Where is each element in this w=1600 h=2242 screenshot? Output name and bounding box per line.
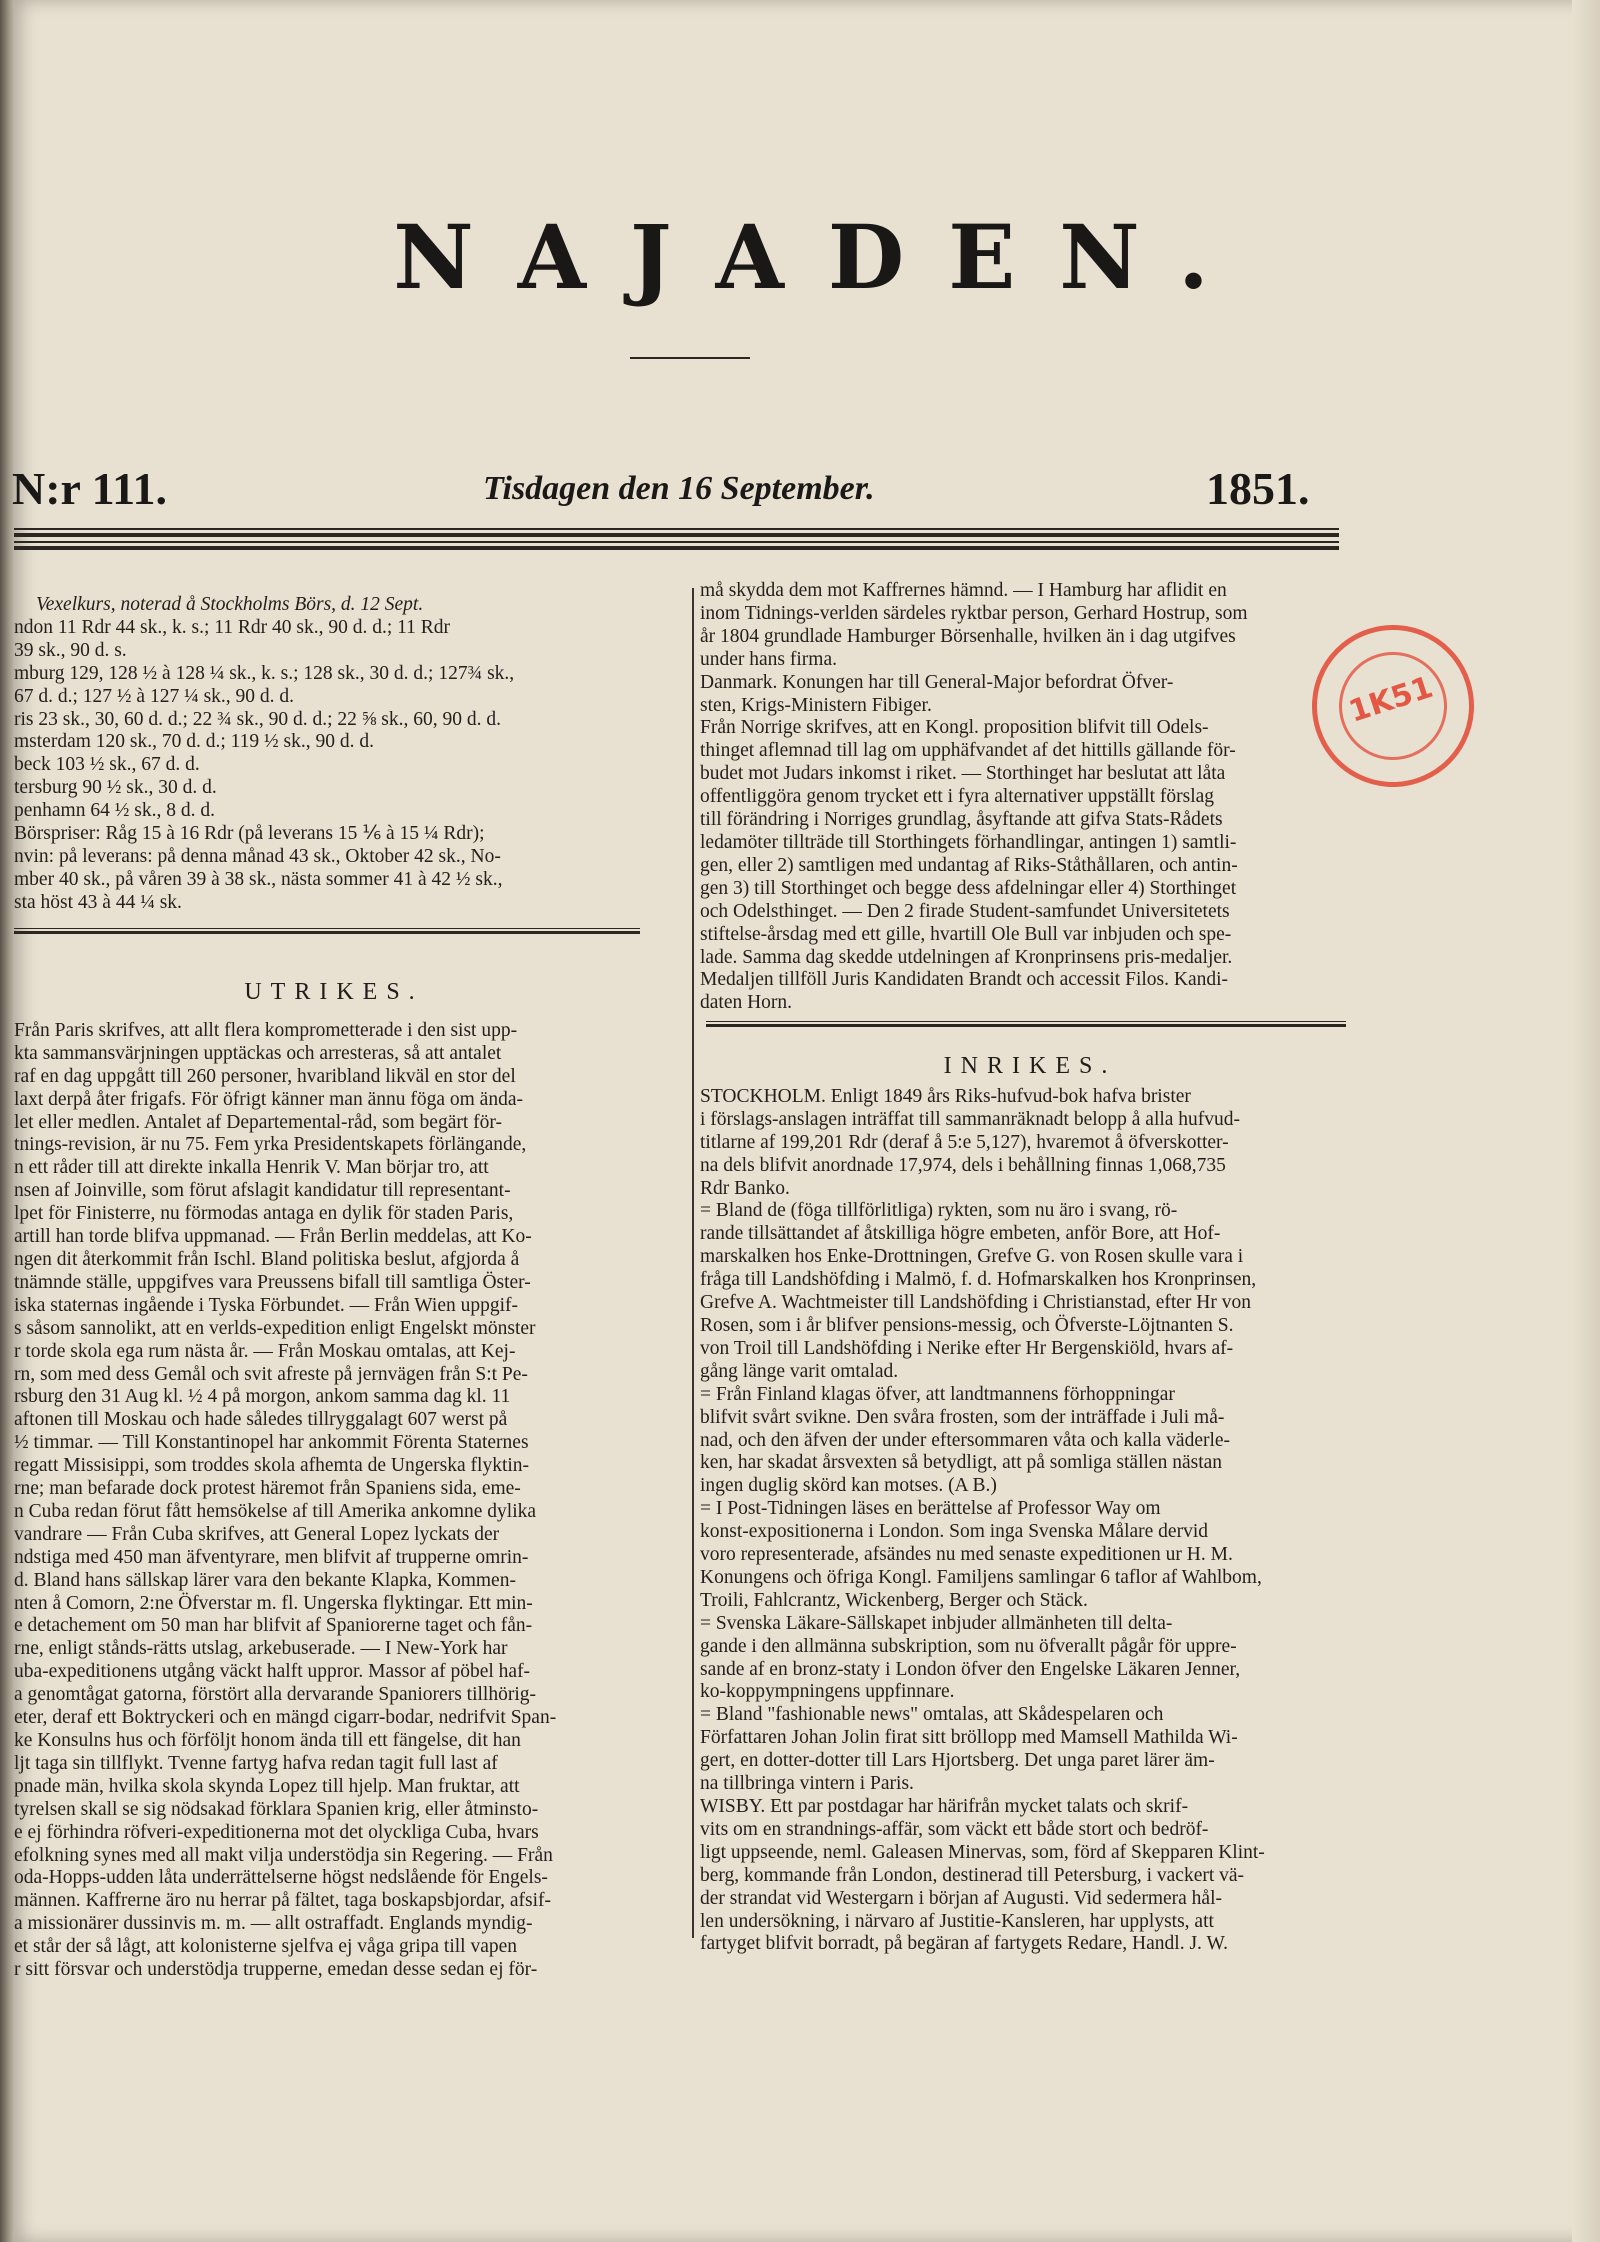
- book-binding: [0, 0, 14, 2242]
- text-line: Författaren Johan Jolin firat sitt bröllopp med Mamsell Mathilda Wi-: [700, 1727, 1238, 1749]
- stamp-text: 1K51: [1344, 669, 1438, 730]
- text-line: = Bland de (föga tillförlitliga) rykten, som nu äro i svang, rö-: [700, 1200, 1178, 1222]
- text-line: = Svenska Läkare-Sällskapet inbjuder allmänheten till delta-: [700, 1612, 1173, 1634]
- text-line: Danmark. Konungen har till General-Major befordrat Öfver-: [700, 671, 1174, 693]
- text-line: titlarne af 199,201 Rdr (deraf å 5:e 5,127), hvaremot å öfverskotter-: [700, 1131, 1229, 1153]
- text-line: daten Horn.: [700, 992, 793, 1014]
- text-line: iska staternas ingående i Tyska Förbundet. — Från Wien uppgif-: [14, 1294, 519, 1316]
- exchange-lines: [14, 617, 654, 915]
- text-line: oda-Hopps-udden låta underrättelserne högst nedslående för Engels-: [14, 1867, 548, 1889]
- issue-number: N:r 111.: [12, 463, 168, 514]
- text-line: ljt taga sin tillflykt. Tvenne fartyg hafva redan tagit full last af: [14, 1752, 498, 1774]
- utrikes-heading: UTRIKES.: [244, 979, 424, 1005]
- text-line: aftonen till Moskau och hade således tillryggalagt 607 werst på: [14, 1409, 508, 1431]
- exchange-line: 39 sk., 90 d. s.: [14, 639, 127, 661]
- text-line: under hans firma.: [700, 648, 837, 670]
- text-line: lpet för Finisterre, nu förmodas antaga en dylik för staden Paris,: [14, 1203, 514, 1225]
- text-line: gen 3) till Storthinget och begge dess afdelningar eller 4) Storthinget: [700, 877, 1237, 899]
- text-line: vits om en strandnings-affär, som väckt ett både stort och bedröf-: [700, 1818, 1209, 1840]
- text-line: gång länge varit omtalad.: [700, 1360, 899, 1382]
- text-line: regatt Missisippi, som troddes skola afhemta de Ungerska flyktin-: [14, 1455, 530, 1477]
- text-line: nsen af Joinville, som förut afslagit kandidatur till representant-: [14, 1180, 511, 1202]
- text-line: ingen duglig skörd kan motses. (A B.): [700, 1475, 997, 1497]
- masthead-title: NAJADEN.: [393, 205, 1253, 309]
- exchange-line: mburg 129, 128 ½ à 128 ¼ sk., k. s.; 128 sk., 30 d. d.; 127¾ sk.,: [14, 662, 515, 684]
- text-line: raf en dag uppgått till 260 personer, hvaribland likväl en stor del: [14, 1065, 516, 1087]
- text-line: e ej förhindra röfveri-expeditionerna mot det olyckliga Cuba, hvars: [14, 1821, 539, 1843]
- text-line: ke Konsulns hus och förföljt honom ända till ett fängelse, dit han: [14, 1730, 521, 1751]
- text-line: offentliggöra genom trycket ett i fyra alternativer uppställt förslag: [700, 786, 1215, 808]
- text-line: rande tillsättandet af åtskilliga högre embeten, anför Bore, att Hof-: [700, 1223, 1221, 1245]
- text-line: et står der så lågt, att kolonisterne sjelfva ej våga gripa till vapen: [14, 1936, 518, 1958]
- text-line: STOCKHOLM. Enligt 1849 års Riks-hufvud-bok hafva brister: [700, 1085, 1191, 1107]
- exchange-line: 67 d. d.; 127 ½ à 127 ¼ sk., 90 d. d.: [14, 685, 295, 707]
- text-line: sande af en bronz-staty i London öfver den Engelske Läkaren Jenner,: [700, 1658, 1241, 1680]
- text-line: = Från Finland klagas öfver, att landtmannens förhoppningar: [700, 1383, 1175, 1405]
- text-line: len undersökning, i närvaro af Justitie-Kansleren, har upplysts, att: [700, 1910, 1214, 1932]
- text-line: Rdr Banko.: [700, 1177, 790, 1199]
- text-line: stiftelse-årsdag med ett gille, hvartill Ole Bull var inbjuden och spe-: [700, 923, 1232, 945]
- page-edge: [1572, 0, 1600, 2242]
- exchange-line: sta höst 43 à 44 ¼ sk.: [14, 891, 182, 913]
- masthead-rule: [630, 357, 750, 359]
- text-line: na dels blifvit anordnade 17,974, dels i behållning finnas 1,068,735: [700, 1154, 1226, 1176]
- text-line: ½ timmar. — Till Konstantinopel har ankommit Förenta Staternes: [14, 1432, 529, 1454]
- text-line: d. Bland hans sällskap lärer vara den bekante Klapka, Kommen-: [14, 1569, 516, 1591]
- inrikes-section: [700, 1055, 1360, 1956]
- text-line: blifvit svårt svikne. Den svåra frosten, som der inträffade i Juli må-: [700, 1406, 1225, 1428]
- text-line: r sitt försvar och understödja trupperne, emedan desse sedan ej för-: [14, 1959, 538, 1981]
- text-line: tyrelsen skall se sig nödsakad förklara Spanien krig, eller åtminsto-: [14, 1798, 539, 1820]
- text-line: pnade män, hvilka skola skynda Lopez till hjelp. Man fruktar, att: [14, 1775, 520, 1797]
- text-line: gen, eller 2) samtligen med undantag af Riks-Ståthållaren, och antin-: [700, 854, 1238, 876]
- text-line: tnämnde ställe, uppgifves vara Preussens bifall till samtliga Öster-: [14, 1271, 531, 1293]
- text-line: budet mot Judars inkomst i riket. — Storthinget har beslutat att låta: [700, 763, 1226, 785]
- text-line: tnings-revision, är nu 75. Fem yrka Presidentskapets förlängande,: [14, 1134, 527, 1156]
- foreign-news-continued: [700, 580, 1360, 1015]
- issue-year: 1851.: [1206, 463, 1310, 514]
- inrikes-text: [700, 1086, 1360, 1956]
- left-section-rule: [14, 928, 640, 934]
- text-line: rn, som med dess Gemål och svit afreste på jernvägen från S:t Pe-: [14, 1363, 528, 1385]
- text-line: år 1804 grundlade Hamburger Börsenhalle, hvilken än i dag utgifves: [700, 625, 1236, 647]
- text-line: = I Post-Tidningen läses en berättelse af Professor Way om: [700, 1498, 1161, 1520]
- text-line: lade. Samma dag skedde utdelningen af Kronprinsens pris-medaljer.: [700, 946, 1233, 968]
- text-line: marskalken hos Enke-Drottningen, Grefve G. von Rosen skulle vara i: [700, 1246, 1244, 1268]
- text-line: rsburg den 31 Aug kl. ½ 4 på morgon, ankom samma dag kl. 11: [14, 1386, 511, 1408]
- text-line: ledamöter tillträde till Storthingets förhandlingar, antingen 1) samtli-: [700, 831, 1237, 853]
- text-line: der strandat vid Westergarn i början af Augusti. Vid sedermera hål-: [700, 1887, 1222, 1909]
- issue-date: Tisdagen den 16 September.: [483, 470, 875, 507]
- exchange-line: msterdam 120 sk., 70 d. d.; 119 ½ sk., 90 d. d.: [14, 731, 375, 753]
- text-line: i förslags-anslagen inträffat till sammanräknadt belopp å alla hufvud-: [700, 1108, 1241, 1130]
- text-line: Troili, Fahlcrantz, Wickenberg, Berger och Stäck.: [700, 1589, 1088, 1611]
- text-line: ngen dit återkommit från Ischl. Bland politiska beslut, afgjorda å: [14, 1248, 520, 1270]
- text-line: na tillbringa vintern i Paris.: [700, 1773, 914, 1795]
- text-line: n ett råder till att direkte inkalla Henrik V. Man börjar tro, att: [14, 1157, 489, 1179]
- right-section-rule: [706, 1021, 1346, 1027]
- text-line: må skydda dem mot Kaffrernes hämnd. — I Hamburg har aflidit en: [700, 580, 1227, 601]
- issue-line: [0, 462, 1600, 522]
- exchange-heading: Vexelkurs, noterad å Stockholms Börs, d. 12 Sept.: [36, 594, 424, 615]
- text-line: = Bland "fashionable news" omtalas, att Skådespelaren och: [700, 1704, 1164, 1726]
- text-line: Konungens och öfriga Kongl. Familjens samlingar 6 taflor af Wahlbom,: [700, 1566, 1262, 1588]
- exchange-line: tersburg 90 ½ sk., 30 d. d.: [14, 777, 217, 799]
- text-line: eter, deraf ett Boktryckeri och en mängd cigarr-bodar, nedrifvit Span-: [14, 1707, 557, 1729]
- text-line: a missionärer dussinvis m. m. — allt ostraffadt. Englands myndig-: [14, 1913, 533, 1935]
- text-line: sten, Krigs-Ministern Fibiger.: [700, 694, 932, 716]
- text-line: och Odelsthinget. — Den 2 firade Student-samfundet Universitetets: [700, 900, 1230, 922]
- text-line: laxt derpå åter frigafs. För öfrigt känner man ännu föga om ända-: [14, 1088, 523, 1110]
- exchange-line: nvin: på leverans: på denna månad 43 sk., Oktober 42 sk., No-: [14, 845, 501, 867]
- text-line: voro representerade, afsändes nu med senaste expeditionen ur H. M.: [700, 1544, 1233, 1566]
- inrikes-heading: INRIKES.: [943, 1053, 1117, 1079]
- text-line: ligt uppseende, neml. Galeasen Minervas, som, förd af Skepparen Klint-: [700, 1841, 1265, 1863]
- text-line: berg, kommande från London, destinerad till Petersburg, i vackert vä-: [700, 1864, 1245, 1886]
- text-line: fartyget blifvit borradt, på begäran af fartygets Redare, Handl. J. W.: [700, 1933, 1228, 1955]
- text-line: fråga till Landshöfding i Malmö, f. d. Hofmarskalken hos Kronprinsen,: [700, 1269, 1257, 1291]
- text-line: nad, och den äfven der under eftersommaren våta och kalla väderle-: [700, 1429, 1231, 1451]
- exchange-line: mber 40 sk., på våren 39 à 38 sk., nästa sommer 41 à 42 ½ sk.,: [14, 868, 503, 890]
- exchange-line: Börspriser: Råg 15 à 16 Rdr (på leverans 15 ⅙ à 15 ¼ Rdr);: [14, 823, 485, 845]
- exchange-line: ndon 11 Rdr 44 sk., k. s.; 11 Rdr 40 sk., 90 d. d.; 11 Rdr: [14, 616, 451, 638]
- text-line: s såsom sannolikt, att en verlds-expedition enligt Engelskt mönster: [14, 1317, 536, 1339]
- text-line: Från Norrige skrifves, att en Kongl. proposition blifvit till Odels-: [700, 717, 1209, 739]
- text-line: rne; man befarade dock protest häremot från Spaniens sida, eme-: [14, 1478, 521, 1500]
- text-line: Grefve A. Wachtmeister till Landshöfding i Christianstad, efter Hr von: [700, 1292, 1251, 1314]
- utrikes-text: [14, 1020, 654, 1982]
- text-line: artill han torde blifva uppmanad. — Från Berlin meddelas, att Ko-: [14, 1226, 532, 1248]
- text-line: efolkning synes med all makt vilja understödja sin Regering. — Från: [14, 1844, 553, 1866]
- text-line: ko-koppympningens uppfinnare.: [700, 1681, 955, 1703]
- text-line: a genomtågat gatorna, förstört alla dervarande Spaniorers tillhörig-: [14, 1684, 536, 1706]
- utrikes-section: [14, 981, 654, 1982]
- text-line: konst-expositionerna i London. Som inga Svenska Målare dervid: [700, 1521, 1208, 1543]
- text-line: nten å Comorn, 2:ne Öfverstar m. fl. Ungerska flyktingar. Ett min-: [14, 1592, 533, 1614]
- text-line: r torde skola ega rum nästa år. — Från Moskau omtalas, att Kej-: [14, 1340, 516, 1362]
- text-line: rne, enligt stånds-rätts utslag, arkebuserade. — I New-York har: [14, 1638, 508, 1660]
- text-line: ndstiga med 450 man äfventyrare, men blifvit af trupperne omrin-: [14, 1546, 529, 1568]
- text-line: n Cuba redan förut fått hemsökelse af till Amerika ankomne dylika: [14, 1500, 537, 1522]
- header-rule-upper: [14, 528, 1339, 537]
- text-line: WISBY. Ett par postdagar har härifrån mycket talats och skrif-: [700, 1796, 1189, 1817]
- exchange-line: penhamn 64 ½ sk., 8 d. d.: [14, 800, 215, 822]
- text-line: männen. Kaffrerne äro nu herrar på fältet, taga boskapsbjordar, afsif-: [14, 1890, 552, 1912]
- text-line: let eller medlen. Antalet af Departemental-råd, som begärt för-: [14, 1111, 502, 1133]
- text-line: inom Tidnings-verlden särdeles ryktbar person, Gerhard Hostrup, som: [700, 602, 1248, 624]
- text-line: till förändring i Norriges grundlag, åsyftande att gifva Stats-Rådets: [700, 809, 1223, 831]
- exchange-line: ris 23 sk., 30, 60 d. d.; 22 ¾ sk., 90 d. d.; 22 ⅝ sk., 60, 90 d. d.: [14, 708, 501, 730]
- text-line: gande i den allmänna subskription, som nu öfverallt pågår för uppre-: [700, 1635, 1237, 1657]
- column-divider: [692, 588, 694, 1938]
- text-line: ken, har skadat årsvexten så betydligt, att på somliga ställen nästan: [700, 1452, 1223, 1474]
- text-line: Medaljen tillföll Juris Kandidaten Brandt och accessit Filos. Kandi-: [700, 969, 1229, 991]
- text-line: e detachement om 50 man har blifvit af Spaniorerne taget och fån-: [14, 1615, 533, 1637]
- foreign-news-text: [700, 580, 1360, 1015]
- text-line: von Troil till Landshöfding i Nerike efter Hr Bergenskiöld, hvars af-: [700, 1337, 1234, 1359]
- text-line: vandrare — Från Cuba skrifves, att General Lopez lyckats der: [14, 1523, 500, 1545]
- text-line: kta sammansvärjningen upptäckas och arresteras, så att antalet: [14, 1042, 502, 1064]
- exchange-rates-block: [14, 594, 654, 915]
- exchange-line: beck 103 ½ sk., 67 d. d.: [14, 754, 200, 776]
- text-line: Från Paris skrifves, att allt flera komprometterade i den sist upp-: [14, 1019, 518, 1041]
- text-line: Rosen, som i år blifver pensions-messig, och Öfverste-Löjtnanten S.: [700, 1314, 1234, 1336]
- text-line: uba-expeditionens utgång väckt halft uppror. Massor af pöbel haf-: [14, 1661, 531, 1683]
- header-rule-lower: [14, 541, 1339, 550]
- text-line: gert, en dotter-dotter till Lars Hjortsberg. Det unga paret lärer äm-: [700, 1750, 1215, 1772]
- text-line: thinget aflemnad till lag om upphäfvandet af det hittills gällande för-: [700, 740, 1236, 762]
